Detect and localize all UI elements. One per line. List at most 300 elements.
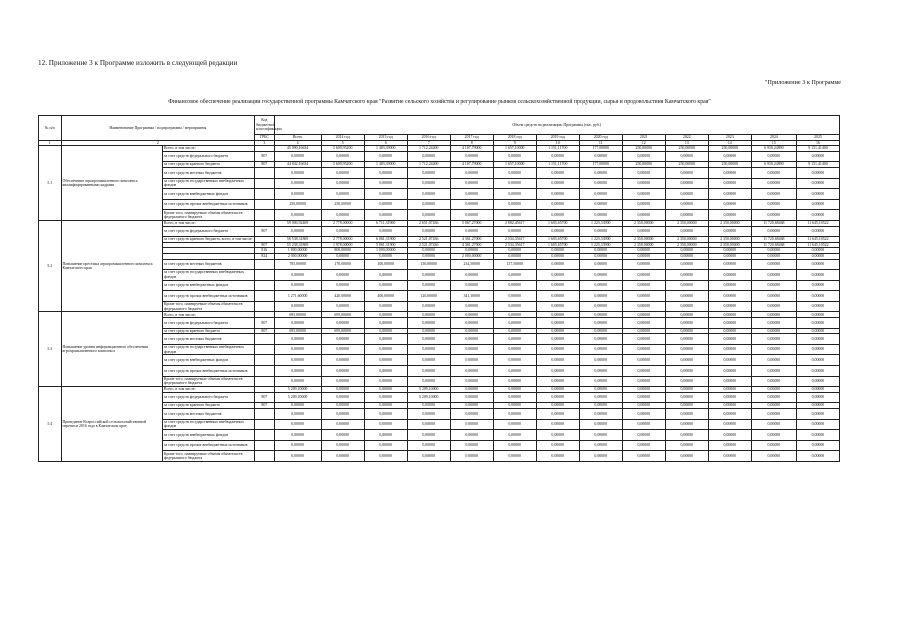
amount-year: 1 712,24200: [407, 146, 450, 152]
header-year: 2023: [708, 135, 751, 141]
amount-year: 1 000,00000: [364, 248, 407, 254]
amount-year: 0,00000: [665, 210, 708, 221]
amount-year: 0,00000: [665, 430, 708, 441]
amount-year: 0,00000: [450, 210, 493, 221]
amount-year: 0,00000: [536, 280, 579, 291]
amount-year: 0,00000: [536, 210, 579, 221]
funding-source: за счет средств федерального бюджета: [162, 392, 254, 403]
amount-year: 1 712,24200: [407, 162, 450, 168]
amount-year: 0,00000: [493, 189, 536, 200]
amount-year: 0,00000: [536, 189, 579, 200]
amount-year: 0,00000: [622, 199, 665, 210]
amount-total: 0,00000: [274, 451, 321, 462]
amount-total: 0,00000: [274, 189, 321, 200]
grbs-code: 807: [255, 403, 274, 409]
header-code: Код бюджетной классификации: [255, 116, 274, 135]
amount-year: 0,00000: [796, 451, 839, 462]
amount-year: 1 657,10000: [493, 146, 536, 152]
amount-total: 1 271,60000: [274, 291, 321, 302]
amount-year: 0,00000: [708, 376, 751, 387]
amount-year: 0,00000: [622, 253, 665, 259]
amount-year: 0,00000: [450, 430, 493, 441]
amount-year: 0,00000: [321, 403, 364, 409]
amount-year: 120,00000: [407, 291, 450, 302]
amount-year: 0,00000: [536, 151, 579, 162]
amount-year: 0,00000: [493, 167, 536, 178]
amount-year: 0,00000: [796, 328, 839, 334]
amount-year: 0,00000: [493, 355, 536, 366]
amount-year: 2 778,00000: [321, 237, 364, 243]
amount-year: 0,00000: [407, 334, 450, 345]
amount-year: 1 151,11700: [536, 146, 579, 152]
header-column-number: 12: [622, 140, 665, 146]
amount-year: 0,00000: [536, 355, 579, 366]
amount-year: 0,00000: [708, 291, 751, 302]
amount-year: 0,00000: [708, 167, 751, 178]
amount-year: 0,00000: [450, 189, 493, 200]
amount-year: 0,00000: [364, 280, 407, 291]
amount-year: 0,00000: [321, 226, 364, 237]
amount-year: 0,00000: [579, 451, 622, 462]
amount-year: 0,00000: [450, 366, 493, 377]
amount-year: 0,00000: [407, 167, 450, 178]
amount-year: 0,00000: [579, 440, 622, 451]
amount-year: 0,00000: [364, 344, 407, 355]
grbs-code: [255, 376, 274, 387]
amount-year: 0,00000: [407, 270, 450, 281]
amount-year: 0,00000: [321, 301, 364, 312]
amount-total: 0,00000: [274, 430, 321, 441]
header-column-number: 8: [450, 140, 493, 146]
amount-year: 0,00000: [407, 178, 450, 189]
grbs-code: [255, 167, 274, 178]
header-column-number: 1: [39, 140, 62, 146]
amount-year: 250,00000: [665, 146, 708, 152]
amount-year: 0,00000: [751, 199, 796, 210]
amount-year: 0,00000: [493, 419, 536, 430]
amount-year: 0,00000: [622, 355, 665, 366]
grbs-code: [255, 301, 274, 312]
amount-year: 0,00000: [407, 328, 450, 334]
funding-source: за счет средств прочих внебюджетных источников: [162, 199, 254, 210]
amount-year: 0,00000: [751, 167, 796, 178]
amount-year: 0,00000: [321, 376, 364, 387]
amount-year: 0,00000: [708, 318, 751, 329]
amount-year: 0,00000: [751, 334, 796, 345]
amount-year: 0,00000: [751, 248, 796, 254]
amount-year: 0,00000: [579, 392, 622, 403]
header-year: 2020 год: [579, 135, 622, 141]
amount-year: 0,00000: [493, 151, 536, 162]
measure-name: Повышение престижа агропромышленного комплекса Камчатского края: [61, 220, 162, 312]
amount-year: 0,00000: [579, 151, 622, 162]
amount-year: 0,00000: [364, 440, 407, 451]
amount-year: 4 361,27000: [450, 237, 493, 243]
amount-year: 0,00000: [665, 167, 708, 178]
amount-year: 0,00000: [751, 403, 796, 409]
amount-year: 0,00000: [407, 430, 450, 441]
amount-year: 0,00000: [407, 189, 450, 200]
grbs-code: [255, 334, 274, 345]
amount-year: 0,00000: [751, 312, 796, 318]
amount-year: 0,00000: [450, 409, 493, 420]
amount-year: 0,00000: [493, 318, 536, 329]
amount-year: 0,00000: [579, 167, 622, 178]
amount-year: 0,00000: [708, 199, 751, 210]
amount-year: 6 950,24890: [751, 146, 796, 152]
amount-year: 0,00000: [364, 376, 407, 387]
amount-year: 2 350,00000: [708, 220, 751, 226]
amount-year: 2 350,00000: [622, 220, 665, 226]
amount-year: 0,00000: [579, 430, 622, 441]
amount-year: 9 151,41400: [796, 146, 839, 152]
amount-year: 0,00000: [796, 312, 839, 318]
funding-source: за счет средств государственных внебюджетных фондов: [162, 270, 254, 281]
amount-year: 0,00000: [751, 387, 796, 393]
amount-year: 0,00000: [450, 419, 493, 430]
amount-year: 2 350,00000: [708, 237, 751, 243]
amount-year: 0,00000: [450, 178, 493, 189]
amount-year: 0,00000: [665, 440, 708, 451]
amount-year: 0,00000: [536, 451, 579, 462]
amount-year: 0,00000: [321, 419, 364, 430]
amount-year: 0,00000: [579, 291, 622, 302]
amount-year: 0,00000: [665, 259, 708, 270]
header-total: Всего: [274, 135, 321, 141]
amount-year: 0,00000: [536, 178, 579, 189]
amount-year: 420,00000: [321, 291, 364, 302]
amount-year: 0,00000: [321, 178, 364, 189]
amount-year: 0,00000: [622, 430, 665, 441]
amount-year: 2 350,00000: [665, 237, 708, 243]
amount-year: 0,00000: [708, 451, 751, 462]
amount-year: 0,00000: [708, 226, 751, 237]
amount-year: 695,00000: [321, 328, 364, 334]
amount-year: 0,00000: [321, 387, 364, 393]
amount-year: 0,00000: [493, 248, 536, 254]
funding-source: за счет средств прочих внебюджетных источников: [162, 366, 254, 377]
funding-source: за счет средств местных бюджетов: [162, 409, 254, 420]
amendment-note: 12. Приложение 3 к Программе изложить в следующей редакции: [38, 59, 238, 67]
amount-year: 1 605,65700: [536, 237, 579, 243]
funding-source: за счет средств федерального бюджета: [162, 318, 254, 329]
amount-year: 0,00000: [407, 440, 450, 451]
amount-total: 695,00000: [274, 312, 321, 318]
amount-year: 5 609,95200: [321, 146, 364, 152]
funding-source: за счет средств внебюджетных фондов: [162, 280, 254, 291]
amount-year: 0,00000: [364, 301, 407, 312]
grbs-code: [255, 451, 274, 462]
amount-year: 1 483,39000: [364, 146, 407, 152]
funding-source: Всего, в том числе:: [162, 220, 254, 226]
amount-year: 2 350,00000: [665, 220, 708, 226]
amount-year: 0,00000: [796, 355, 839, 366]
header-column-number: 4: [274, 140, 321, 146]
amount-year: 0,00000: [493, 270, 536, 281]
amount-total: 59 000,92469: [274, 220, 321, 226]
amount-year: 11 720,68468: [751, 237, 796, 243]
amount-year: 0,00000: [407, 344, 450, 355]
amount-total: 0,00000: [274, 419, 321, 430]
amount-year: 0,00000: [751, 301, 796, 312]
amount-year: 6 061,31900: [364, 237, 407, 243]
grbs-code: [255, 440, 274, 451]
amount-year: 0,00000: [536, 259, 579, 270]
amount-year: 0,00000: [708, 409, 751, 420]
amount-year: 0,00000: [665, 328, 708, 334]
amount-year: 250,00000: [708, 162, 751, 168]
amount-year: 0,00000: [579, 334, 622, 345]
measure-name: Обеспечение агропромышленного комплекса квалифицированными кадрами: [61, 146, 162, 221]
amount-year: 0,00000: [493, 387, 536, 393]
amount-year: 0,00000: [450, 280, 493, 291]
amount-year: 0,00000: [796, 440, 839, 451]
grbs-code: 807: [255, 151, 274, 162]
amount-year: 0,00000: [493, 210, 536, 221]
amount-total: 0,00000: [274, 318, 321, 329]
amount-year: 0,00000: [579, 376, 622, 387]
amount-year: 0,00000: [493, 199, 536, 210]
amount-year: 2 350,00000: [622, 237, 665, 243]
header-year: 2021: [622, 135, 665, 141]
amount-year: 0,00000: [407, 301, 450, 312]
amount-year: 0,00000: [796, 167, 839, 178]
amount-year: 0,00000: [622, 440, 665, 451]
amount-year: 0,00000: [536, 291, 579, 302]
funding-source: за счет средств внебюджетных фондов: [162, 430, 254, 441]
amount-year: 0,00000: [579, 178, 622, 189]
amount-year: 0,00000: [364, 451, 407, 462]
amount-year: 0,00000: [665, 419, 708, 430]
amount-year: 5 867,27000: [450, 220, 493, 226]
amount-year: 0,00000: [665, 392, 708, 403]
funding-source: Всего, в том числе:: [162, 146, 254, 152]
header-column-number: 5: [321, 140, 364, 146]
amount-year: 0,00000: [493, 344, 536, 355]
amount-year: 0,00000: [364, 387, 407, 393]
amount-year: 0,00000: [751, 376, 796, 387]
amount-year: 0,00000: [579, 210, 622, 221]
funding-source: Кроме того, планируемые объемы обязательств федерального бюджета: [162, 376, 254, 387]
amount-year: 0,00000: [536, 419, 579, 430]
amount-total: 0,00000: [274, 167, 321, 178]
header-column-number: 15: [751, 140, 796, 146]
amount-year: 0,00000: [708, 210, 751, 221]
amount-year: 0,00000: [364, 366, 407, 377]
amount-year: 695,00000: [321, 312, 364, 318]
amount-year: 2 000,00000: [450, 253, 493, 259]
amount-year: 0,00000: [622, 318, 665, 329]
amount-year: 0,00000: [708, 419, 751, 430]
amount-year: 0,00000: [708, 151, 751, 162]
amount-year: 0,00000: [407, 248, 450, 254]
grbs-code: 807: [255, 242, 274, 248]
amount-year: 0,00000: [796, 189, 839, 200]
amount-year: 0,00000: [796, 376, 839, 387]
amount-year: 0,00000: [665, 366, 708, 377]
amount-year: 0,00000: [751, 440, 796, 451]
amount-year: 0,00000: [708, 328, 751, 334]
amount-year: 0,00000: [751, 151, 796, 162]
amount-year: 0,00000: [751, 366, 796, 377]
amount-year: 0,00000: [493, 409, 536, 420]
header-year: 2024: [751, 135, 796, 141]
amount-year: 0,00000: [708, 312, 751, 318]
amount-year: 0,00000: [796, 253, 839, 259]
amount-year: 0,00000: [665, 451, 708, 462]
amount-year: 0,00000: [665, 270, 708, 281]
amount-year: 0,00000: [579, 199, 622, 210]
amount-year: 250,00000: [622, 162, 665, 168]
amount-year: 0,00000: [407, 318, 450, 329]
amount-year: 0,00000: [751, 253, 796, 259]
amount-year: 0,00000: [364, 178, 407, 189]
amount-year: 0,00000: [579, 248, 622, 254]
amount-year: 0,00000: [708, 440, 751, 451]
header-column-number: 11: [579, 140, 622, 146]
amount-year: 0,00000: [579, 387, 622, 393]
amount-year: 1 151,11700: [536, 162, 579, 168]
amount-year: 0,00000: [665, 151, 708, 162]
amount-year: 0,00000: [364, 392, 407, 403]
amount-year: 2 534,35617: [493, 237, 536, 243]
amount-total: 1 800,00000: [274, 248, 321, 254]
amount-year: 0,00000: [493, 440, 536, 451]
amount-year: 0,00000: [407, 253, 450, 259]
amount-year: 0,00000: [622, 419, 665, 430]
amount-year: 0,00000: [665, 226, 708, 237]
amount-year: 0,00000: [708, 270, 751, 281]
amount-year: 0,00000: [622, 151, 665, 162]
header-column-number: 6: [364, 140, 407, 146]
amount-year: 0,00000: [450, 376, 493, 387]
amount-year: 0,00000: [579, 419, 622, 430]
amount-year: 0,00000: [708, 248, 751, 254]
amount-year: 800,00000: [321, 248, 364, 254]
amount-year: 0,00000: [796, 403, 839, 409]
amount-year: 0,00000: [796, 318, 839, 329]
amount-year: 0,00000: [493, 403, 536, 409]
amount-year: 0,00000: [708, 259, 751, 270]
amount-year: 0,00000: [622, 178, 665, 189]
amount-year: 0,00000: [579, 189, 622, 200]
amount-year: 0,00000: [665, 280, 708, 291]
funding-source: Кроме того, планируемые объемы обязательств федерального бюджета: [162, 210, 254, 221]
amount-year: 0,00000: [665, 312, 708, 318]
amount-year: 0,00000: [751, 409, 796, 420]
amount-total: 0,00000: [274, 178, 321, 189]
funding-source: за счет средств государственных внебюджетных фондов: [162, 344, 254, 355]
amount-year: 0,00000: [708, 344, 751, 355]
amount-year: 0,00000: [708, 387, 751, 393]
amount-year: 0,00000: [493, 291, 536, 302]
funding-source: за счет средств государственных внебюджетных фондов: [162, 419, 254, 430]
amount-year: 0,00000: [450, 248, 493, 254]
amount-year: 0,00000: [364, 151, 407, 162]
amount-total: 0,00000: [274, 280, 321, 291]
amount-total: 56 538,31869: [274, 237, 321, 243]
funding-source: Кроме того, планируемые объемы обязательств федерального бюджета: [162, 451, 254, 462]
amount-year: 0,00000: [493, 392, 536, 403]
header-num: № п/п: [39, 116, 62, 141]
grbs-code: [255, 409, 274, 420]
amount-year: 2 882,45617: [493, 220, 536, 226]
header-year: 2019 год: [536, 135, 579, 141]
amount-year: 0,00000: [493, 430, 536, 441]
amount-year: 0,00000: [708, 253, 751, 259]
header-name: Наименование Программы / подпрограммы / мероприятия: [61, 116, 255, 141]
amount-year: 0,00000: [708, 189, 751, 200]
amount-year: 0,00000: [579, 344, 622, 355]
appendix-label: "Приложение 3 к Программе: [764, 79, 841, 86]
amount-year: 0,00000: [536, 376, 579, 387]
grbs-code: [255, 189, 274, 200]
grbs-code: [255, 199, 274, 210]
amount-year: 0,00000: [450, 301, 493, 312]
amount-year: 0,00000: [579, 226, 622, 237]
amount-year: 0,00000: [450, 151, 493, 162]
amount-year: 0,00000: [622, 291, 665, 302]
amount-year: 250,00000: [708, 146, 751, 152]
amount-year: 0,00000: [536, 253, 579, 259]
amount-year: 0,00000: [796, 387, 839, 393]
grbs-code: [255, 366, 274, 377]
amount-year: 0,00000: [665, 291, 708, 302]
header-volume: Объем средств на реализацию Программы (тыс. руб.): [274, 116, 839, 135]
amount-year: 0,00000: [450, 312, 493, 318]
header-column-number: 7: [407, 140, 450, 146]
header-year: 2016 год: [407, 135, 450, 141]
amount-year: 0,00000: [493, 376, 536, 387]
amount-year: 0,00000: [622, 248, 665, 254]
amount-year: 0,00000: [751, 392, 796, 403]
amount-year: 0,00000: [622, 392, 665, 403]
amount-year: 0,00000: [536, 440, 579, 451]
header-column-number: 14: [708, 140, 751, 146]
amount-year: 0,00000: [493, 178, 536, 189]
amount-year: 0,00000: [622, 334, 665, 345]
amount-year: 0,00000: [321, 344, 364, 355]
amount-year: 234,50000: [450, 259, 493, 270]
amount-year: 0,00000: [536, 301, 579, 312]
amount-year: 0,00000: [796, 199, 839, 210]
amount-year: 11 645,10522: [796, 237, 839, 243]
amount-total: 695,00000: [274, 328, 321, 334]
amount-total: 0,00000: [274, 301, 321, 312]
amount-year: 0,00000: [321, 151, 364, 162]
amount-total: 0,00000: [274, 151, 321, 162]
amount-year: 0,00000: [796, 151, 839, 162]
amount-year: 0,00000: [796, 178, 839, 189]
amount-year: 0,00000: [407, 409, 450, 420]
funding-source: за счет средств прочих внебюджетных источников: [162, 291, 254, 302]
amount-year: 0,00000: [536, 366, 579, 377]
amount-year: 0,00000: [364, 253, 407, 259]
amount-year: 2 521,07436: [407, 237, 450, 243]
amount-year: 0,00000: [796, 430, 839, 441]
amount-year: 0,00000: [364, 419, 407, 430]
amount-year: 0,00000: [450, 199, 493, 210]
amount-year: 0,00000: [450, 167, 493, 178]
amount-year: 4 107,79000: [450, 162, 493, 168]
grbs-code: [255, 280, 274, 291]
funding-source: Кроме того, планируемые объемы обязательств федерального бюджета: [162, 301, 254, 312]
funding-source: Всего, в том числе:: [162, 387, 254, 393]
amount-year: 0,00000: [708, 355, 751, 366]
amount-year: 0,00000: [364, 334, 407, 345]
amount-year: 0,00000: [751, 430, 796, 441]
amount-year: 0,00000: [622, 189, 665, 200]
